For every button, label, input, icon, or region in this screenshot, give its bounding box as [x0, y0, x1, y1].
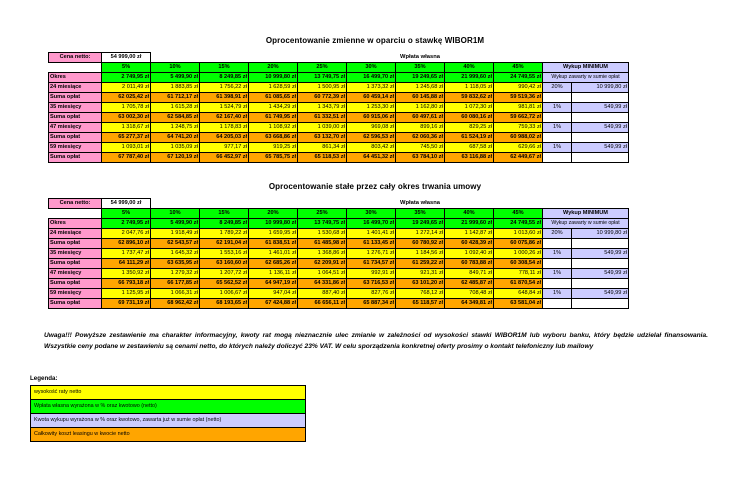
cell: 63 160,60 zł [200, 259, 249, 269]
legend-table [30, 385, 306, 442]
cell: 778,11 zł [494, 269, 543, 279]
cell: 861,34 zł [298, 143, 347, 153]
cell: 1 659,95 zł [249, 229, 298, 239]
cell: 64 111,29 zł [102, 259, 151, 269]
table-row [49, 199, 629, 209]
cell: 990,42 zł [494, 83, 543, 93]
cell: 745,50 zł [396, 143, 445, 153]
okres-val-1: 5 499,90 zł [151, 219, 200, 229]
table-row [49, 103, 629, 113]
row-label: Suma opłat [49, 259, 102, 269]
okres-val-6: 19 249,65 zł [396, 73, 445, 83]
cell: 1 136,11 zł [249, 269, 298, 279]
wykup-min: 549,99 zł [572, 103, 629, 113]
cell: 64 741,20 zł [151, 133, 200, 143]
row-label: Suma opłat [49, 239, 102, 249]
cell: 63 668,86 zł [249, 133, 298, 143]
table-row [49, 259, 629, 269]
cell: 992,91 zł [347, 269, 396, 279]
wykup-min: 10 999,80 zł [572, 229, 629, 239]
cell: 60 915,06 zł [347, 113, 396, 123]
cell: 60 497,61 zł [396, 113, 445, 123]
pct-40: 40% [445, 209, 494, 219]
cell: 63 784,10 zł [396, 153, 445, 163]
empty-corner-2 [49, 209, 102, 219]
cell: 1 092,40 zł [445, 249, 494, 259]
cell: 67 787,40 zł [102, 153, 151, 163]
pct-45: 45% [494, 63, 543, 73]
okres-val-8: 24 749,55 zł [494, 219, 543, 229]
cell: 1 066,31 zł [151, 289, 200, 299]
cell: 1 645,32 zł [151, 249, 200, 259]
cell: 1 401,41 zł [347, 229, 396, 239]
cell: 62 485,87 zł [445, 279, 494, 289]
cell: 62 209,91 zł [298, 259, 347, 269]
cell: 1 245,68 zł [396, 83, 445, 93]
cell: 921,31 zł [396, 269, 445, 279]
cell: 1 000,26 zł [494, 249, 543, 259]
cell: 60 783,88 zł [445, 259, 494, 269]
table-fixed-rate [48, 198, 629, 309]
cell: 65 887,34 zł [347, 299, 396, 309]
table-variable-rate [48, 52, 629, 163]
spacer [151, 199, 298, 209]
cell: 61 485,98 zł [298, 239, 347, 249]
cell: 66 656,11 zł [298, 299, 347, 309]
cell: 2 047,76 zł [102, 229, 151, 239]
cell: 61 838,51 zł [249, 239, 298, 249]
cell: 62 596,53 zł [347, 133, 396, 143]
cell: 687,58 zł [445, 143, 494, 153]
cell: 63 002,30 zł [102, 113, 151, 123]
wykup-min: 549,99 zł [572, 123, 629, 133]
cell: 61 712,17 zł [151, 93, 200, 103]
cell: 919,25 zł [249, 143, 298, 153]
cell: 67 424,88 zł [249, 299, 298, 309]
pct-45: 45% [494, 209, 543, 219]
cell: 69 731,19 zł [102, 299, 151, 309]
cell: 1 108,92 zł [249, 123, 298, 133]
wykup-min [572, 259, 629, 269]
cell: 61 085,65 zł [249, 93, 298, 103]
empty-corner [49, 63, 102, 73]
cell: 1 628,59 zł [249, 83, 298, 93]
wykup-min [572, 299, 629, 309]
table-row [49, 133, 629, 143]
cell: 1 789,22 zł [200, 229, 249, 239]
pct-30: 30% [347, 209, 396, 219]
cell: 1 883,85 zł [151, 83, 200, 93]
cell: 1 343,79 zł [298, 103, 347, 113]
cell: 60 459,14 zł [347, 93, 396, 103]
cell: 61 332,51 zł [298, 113, 347, 123]
wykup-min: 549,99 zł [572, 143, 629, 153]
cell: 1 279,32 zł [151, 269, 200, 279]
okres-val-6: 19 249,65 zł [396, 219, 445, 229]
cell: 65 118,57 zł [396, 299, 445, 309]
pct-5: 5% [102, 209, 151, 219]
row-label: 24 miesiące [49, 229, 102, 239]
cell: 1 207,72 zł [200, 269, 249, 279]
cell: 64 205,03 zł [200, 133, 249, 143]
spacer [151, 53, 298, 63]
cell: 1 373,32 zł [347, 83, 396, 93]
cell: 1 615,28 zł [151, 103, 200, 113]
cell: 65 277,37 zł [102, 133, 151, 143]
cell: 648,84 zł [494, 289, 543, 299]
cell: 65 562,52 zł [200, 279, 249, 289]
table-row [49, 269, 629, 279]
cell: 62 060,36 zł [396, 133, 445, 143]
cell: 899,16 zł [396, 123, 445, 133]
cell: 1 093,01 zł [102, 143, 151, 153]
cell: 62 167,40 zł [200, 113, 249, 123]
list-item [31, 428, 306, 442]
cell: 62 685,26 zł [249, 259, 298, 269]
wykup-zawarty-note: Wykup zawarty w sumie opłat [543, 73, 629, 83]
pct-25: 25% [298, 63, 347, 73]
table-row [49, 229, 629, 239]
pct-35: 35% [396, 63, 445, 73]
cell: 60 428,39 zł [445, 239, 494, 249]
table-row [49, 219, 629, 229]
wplata-wlasna-header-wrap [298, 53, 543, 63]
cell: 1 162,80 zł [396, 103, 445, 113]
table-row [49, 249, 629, 259]
cell: 849,71 zł [445, 269, 494, 279]
table-row [49, 239, 629, 249]
wplata-wlasna-header: Wpłata własna [299, 53, 542, 62]
table-row [49, 83, 629, 93]
cell: 1 434,29 zł [249, 103, 298, 113]
cell: 1 524,79 zł [200, 103, 249, 113]
wplata-wlasna-header-wrap-2 [298, 199, 543, 209]
pct-20: 20% [249, 63, 298, 73]
legend [30, 375, 306, 442]
pct-35: 35% [396, 209, 445, 219]
cell: 63 101,20 zł [396, 279, 445, 289]
row-label: Suma opłat [49, 133, 102, 143]
cell: 64 451,32 zł [347, 153, 396, 163]
wykup-pct [543, 259, 572, 269]
legend-item-wykup: Kwota wykupu wyrażona w % oraz kwotowo, zawarta już w sumie opłat (netto) [31, 414, 306, 428]
pct-15: 15% [200, 209, 249, 219]
wykup-pct: 1% [543, 289, 572, 299]
cell: 62 025,42 zł [102, 93, 151, 103]
cell: 1 248,75 zł [151, 123, 200, 133]
wykup-pct: 1% [543, 103, 572, 113]
row-label: 35 miesięcy [49, 249, 102, 259]
cell: 68 193,65 zł [200, 299, 249, 309]
cell: 1 272,14 zł [396, 229, 445, 239]
cell: 1 530,68 zł [298, 229, 347, 239]
cell: 60 772,39 zł [298, 93, 347, 103]
cena-netto-value-2: 54 999,00 zł [102, 199, 151, 209]
pct-30: 30% [347, 63, 396, 73]
cell: 827,76 zł [347, 289, 396, 299]
table-row [49, 63, 629, 73]
cell: 803,42 zł [347, 143, 396, 153]
cell: 1 553,16 zł [200, 249, 249, 259]
cell: 60 080,16 zł [445, 113, 494, 123]
cena-netto-value: 54 999,00 zł [102, 53, 151, 63]
cell: 61 398,91 zł [200, 93, 249, 103]
section-title-variable-rate: Oprocentowanie zmienne w oparciu o stawkę WIBOR1M [265, 36, 485, 45]
wykup-pct: 1% [543, 249, 572, 259]
legend-title: Legenda: [30, 375, 58, 382]
cell: 60 145,88 zł [396, 93, 445, 103]
cell: 62 543,57 zł [151, 239, 200, 249]
cell: 65 118,53 zł [298, 153, 347, 163]
cena-netto-label: Cena netto: [49, 53, 102, 63]
cell: 59 662,72 zł [494, 113, 543, 123]
okres-val-2: 8 249,85 zł [200, 219, 249, 229]
wykup-pct: 1% [543, 269, 572, 279]
table-row [49, 143, 629, 153]
okres-val-5: 16 499,70 zł [347, 73, 396, 83]
cell: 1 253,30 zł [347, 103, 396, 113]
legend-item-rata: wysokość raty netto [31, 386, 306, 400]
okres-val-0: 2 749,95 zł [102, 219, 151, 229]
cell: 63 132,70 zł [298, 133, 347, 143]
cell: 887,40 zł [298, 289, 347, 299]
wykup-min: 10 999,80 zł [572, 83, 629, 93]
cell: 63 116,88 zł [445, 153, 494, 163]
cell: 1 737,47 zł [102, 249, 151, 259]
row-label: 47 miesięcy [49, 123, 102, 133]
cell: 62 584,85 zł [151, 113, 200, 123]
wykup-min: 549,99 zł [572, 289, 629, 299]
cell: 829,25 zł [445, 123, 494, 133]
cell: 60 780,92 zł [396, 239, 445, 249]
cell: 65 785,75 zł [249, 153, 298, 163]
cell: 1 368,86 zł [298, 249, 347, 259]
wykup-minimum-header: Wykup MINIMUM [543, 63, 629, 73]
cell: 60 988,02 zł [494, 133, 543, 143]
table-row [49, 279, 629, 289]
cell: 60 308,54 zł [494, 259, 543, 269]
row-label: Suma opłat [49, 279, 102, 289]
cell: 62 896,10 zł [102, 239, 151, 249]
rate-table-1 [48, 52, 629, 163]
cell: 64 331,86 zł [298, 279, 347, 289]
okres-val-4: 13 749,75 zł [298, 73, 347, 83]
cena-netto-label-2: Cena netto: [49, 199, 102, 209]
wykup-min: 549,99 zł [572, 249, 629, 259]
section-title-fixed-rate: Oprocentowanie stałe przez cały okres trwania umowy [268, 182, 482, 191]
wykup-pct [543, 93, 572, 103]
cell: 64 349,81 zł [445, 299, 494, 309]
pct-15: 15% [200, 63, 249, 73]
okres-label: Okres [49, 73, 102, 83]
cell: 1 461,01 zł [249, 249, 298, 259]
okres-val-3: 10 999,80 zł [249, 73, 298, 83]
wykup-min [572, 113, 629, 123]
cell: 63 716,53 zł [347, 279, 396, 289]
cell: 1 064,51 zł [298, 269, 347, 279]
cell: 1 318,67 zł [102, 123, 151, 133]
disclaimer-note: Uwaga!!! Powyższe zestawienie ma charakter informacyjny, kwoty rat mogą nieznacznie ulec zmianie w zależności od wysokości stawki WIBOR1M lub wyboru banku, który będzie udzielał finansowania. Wszystkie ceny podane w zestawieniu są cenami netto, do których należy doliczyć 23% VAT. W celu sporządzenia konkretnej oferty prosimy o kontakt telefoniczny lub mailowy [44, 332, 708, 350]
table-row [49, 153, 629, 163]
okres-label-2: Okres [49, 219, 102, 229]
cell: 1 178,83 zł [200, 123, 249, 133]
cell: 1 035,09 zł [151, 143, 200, 153]
cell: 1 756,22 zł [200, 83, 249, 93]
row-label: Suma opłat [49, 93, 102, 103]
cell: 61 734,57 zł [347, 259, 396, 269]
cell: 61 259,22 zł [396, 259, 445, 269]
cell: 60 075,86 zł [494, 239, 543, 249]
okres-val-7: 21 999,60 zł [445, 73, 494, 83]
cell: 66 793,18 zł [102, 279, 151, 289]
cell: 1 918,49 zł [151, 229, 200, 239]
table-row [49, 299, 629, 309]
okres-val-1: 5 499,90 zł [151, 73, 200, 83]
cell: 977,17 zł [200, 143, 249, 153]
cell: 61 133,45 zł [347, 239, 396, 249]
okres-val-4: 13 749,75 zł [298, 219, 347, 229]
legend-item-koszt: Całkowity koszt leasingu w kwocie netto [31, 428, 306, 442]
cell: 61 749,95 zł [249, 113, 298, 123]
cell: 947,04 zł [249, 289, 298, 299]
cell: 66 452,97 zł [200, 153, 249, 163]
cell: 981,81 zł [494, 103, 543, 113]
pct-10: 10% [151, 63, 200, 73]
pct-25: 25% [298, 209, 347, 219]
row-label: 59 miesięcy [49, 143, 102, 153]
cell: 61 524,19 zł [445, 133, 494, 143]
table-row [49, 289, 629, 299]
wplata-wlasna-header-2: Wpłata własna [299, 199, 542, 208]
cell: 64 947,19 zł [249, 279, 298, 289]
wykup-min: 549,99 zł [572, 269, 629, 279]
okres-val-0: 2 749,95 zł [102, 73, 151, 83]
row-label: 35 miesięcy [49, 103, 102, 113]
rate-table-2 [48, 198, 629, 309]
wykup-min [572, 93, 629, 103]
cell: 629,66 zł [494, 143, 543, 153]
cell: 1 013,60 zł [494, 229, 543, 239]
cell: 1 125,95 zł [102, 289, 151, 299]
list-item [31, 386, 306, 400]
wykup-pct: 20% [543, 83, 572, 93]
row-label: Suma opłat [49, 299, 102, 309]
cell: 1 072,30 zł [445, 103, 494, 113]
spacer2 [543, 53, 629, 63]
cell: 63 581,04 zł [494, 299, 543, 309]
cell: 708,48 zł [445, 289, 494, 299]
wykup-pct [543, 113, 572, 123]
table-row [49, 209, 629, 219]
cell: 768,12 zł [396, 289, 445, 299]
cell: 1 500,95 zł [298, 83, 347, 93]
okres-val-8: 24 749,55 zł [494, 73, 543, 83]
wykup-minimum-header-2: Wykup MINIMUM [543, 209, 629, 219]
wykup-pct [543, 239, 572, 249]
row-label: Suma opłat [49, 153, 102, 163]
row-label: 47 miesięcy [49, 269, 102, 279]
cell: 62 191,04 zł [200, 239, 249, 249]
wykup-pct [543, 133, 572, 143]
cell: 1 142,87 zł [445, 229, 494, 239]
cell: 1 276,71 zł [347, 249, 396, 259]
wykup-pct [543, 153, 572, 163]
wykup-pct: 1% [543, 143, 572, 153]
list-item [31, 400, 306, 414]
cell: 1 118,05 zł [445, 83, 494, 93]
cell: 61 870,54 zł [494, 279, 543, 289]
cell: 1 006,67 zł [200, 289, 249, 299]
table-row [49, 93, 629, 103]
cell: 2 011,49 zł [102, 83, 151, 93]
cell: 969,08 zł [347, 123, 396, 133]
table-row [49, 123, 629, 133]
okres-val-3: 10 999,80 zł [249, 219, 298, 229]
list-item [31, 414, 306, 428]
pct-10: 10% [151, 209, 200, 219]
cell: 1 350,92 zł [102, 269, 151, 279]
okres-val-7: 21 999,60 zł [445, 219, 494, 229]
cell: 59 832,62 zł [445, 93, 494, 103]
pct-40: 40% [445, 63, 494, 73]
cell: 63 635,95 zł [151, 259, 200, 269]
wykup-pct: 20% [543, 229, 572, 239]
cell: 67 120,19 zł [151, 153, 200, 163]
cell: 1 184,56 zł [396, 249, 445, 259]
wykup-min [572, 279, 629, 289]
pct-5: 5% [102, 63, 151, 73]
cell: 759,33 zł [494, 123, 543, 133]
okres-val-2: 8 249,85 zł [200, 73, 249, 83]
cell: 66 177,85 zł [151, 279, 200, 289]
table-row [49, 113, 629, 123]
row-label: 59 miesięcy [49, 289, 102, 299]
table-row [49, 73, 629, 83]
legend-item-wplata: Wpłata własna wyrażona w % oraz kwotowo (netto) [31, 400, 306, 414]
wykup-min [572, 133, 629, 143]
wykup-pct: 1% [543, 123, 572, 133]
cell: 68 962,42 zł [151, 299, 200, 309]
wykup-zawarty-note-2: Wykup zawarty w sumie opłat [543, 219, 629, 229]
table-row [49, 53, 629, 63]
row-label: 24 miesiące [49, 83, 102, 93]
wykup-pct [543, 279, 572, 289]
okres-val-5: 16 499,70 zł [347, 219, 396, 229]
spacer2 [543, 199, 629, 209]
cell: 1 039,00 zł [298, 123, 347, 133]
wykup-min [572, 153, 629, 163]
cell: 59 519,36 zł [494, 93, 543, 103]
wykup-pct [543, 299, 572, 309]
wykup-min [572, 239, 629, 249]
pct-20: 20% [249, 209, 298, 219]
cell: 1 705,78 zł [102, 103, 151, 113]
cell: 62 449,67 zł [494, 153, 543, 163]
row-label: Suma opłat [49, 113, 102, 123]
